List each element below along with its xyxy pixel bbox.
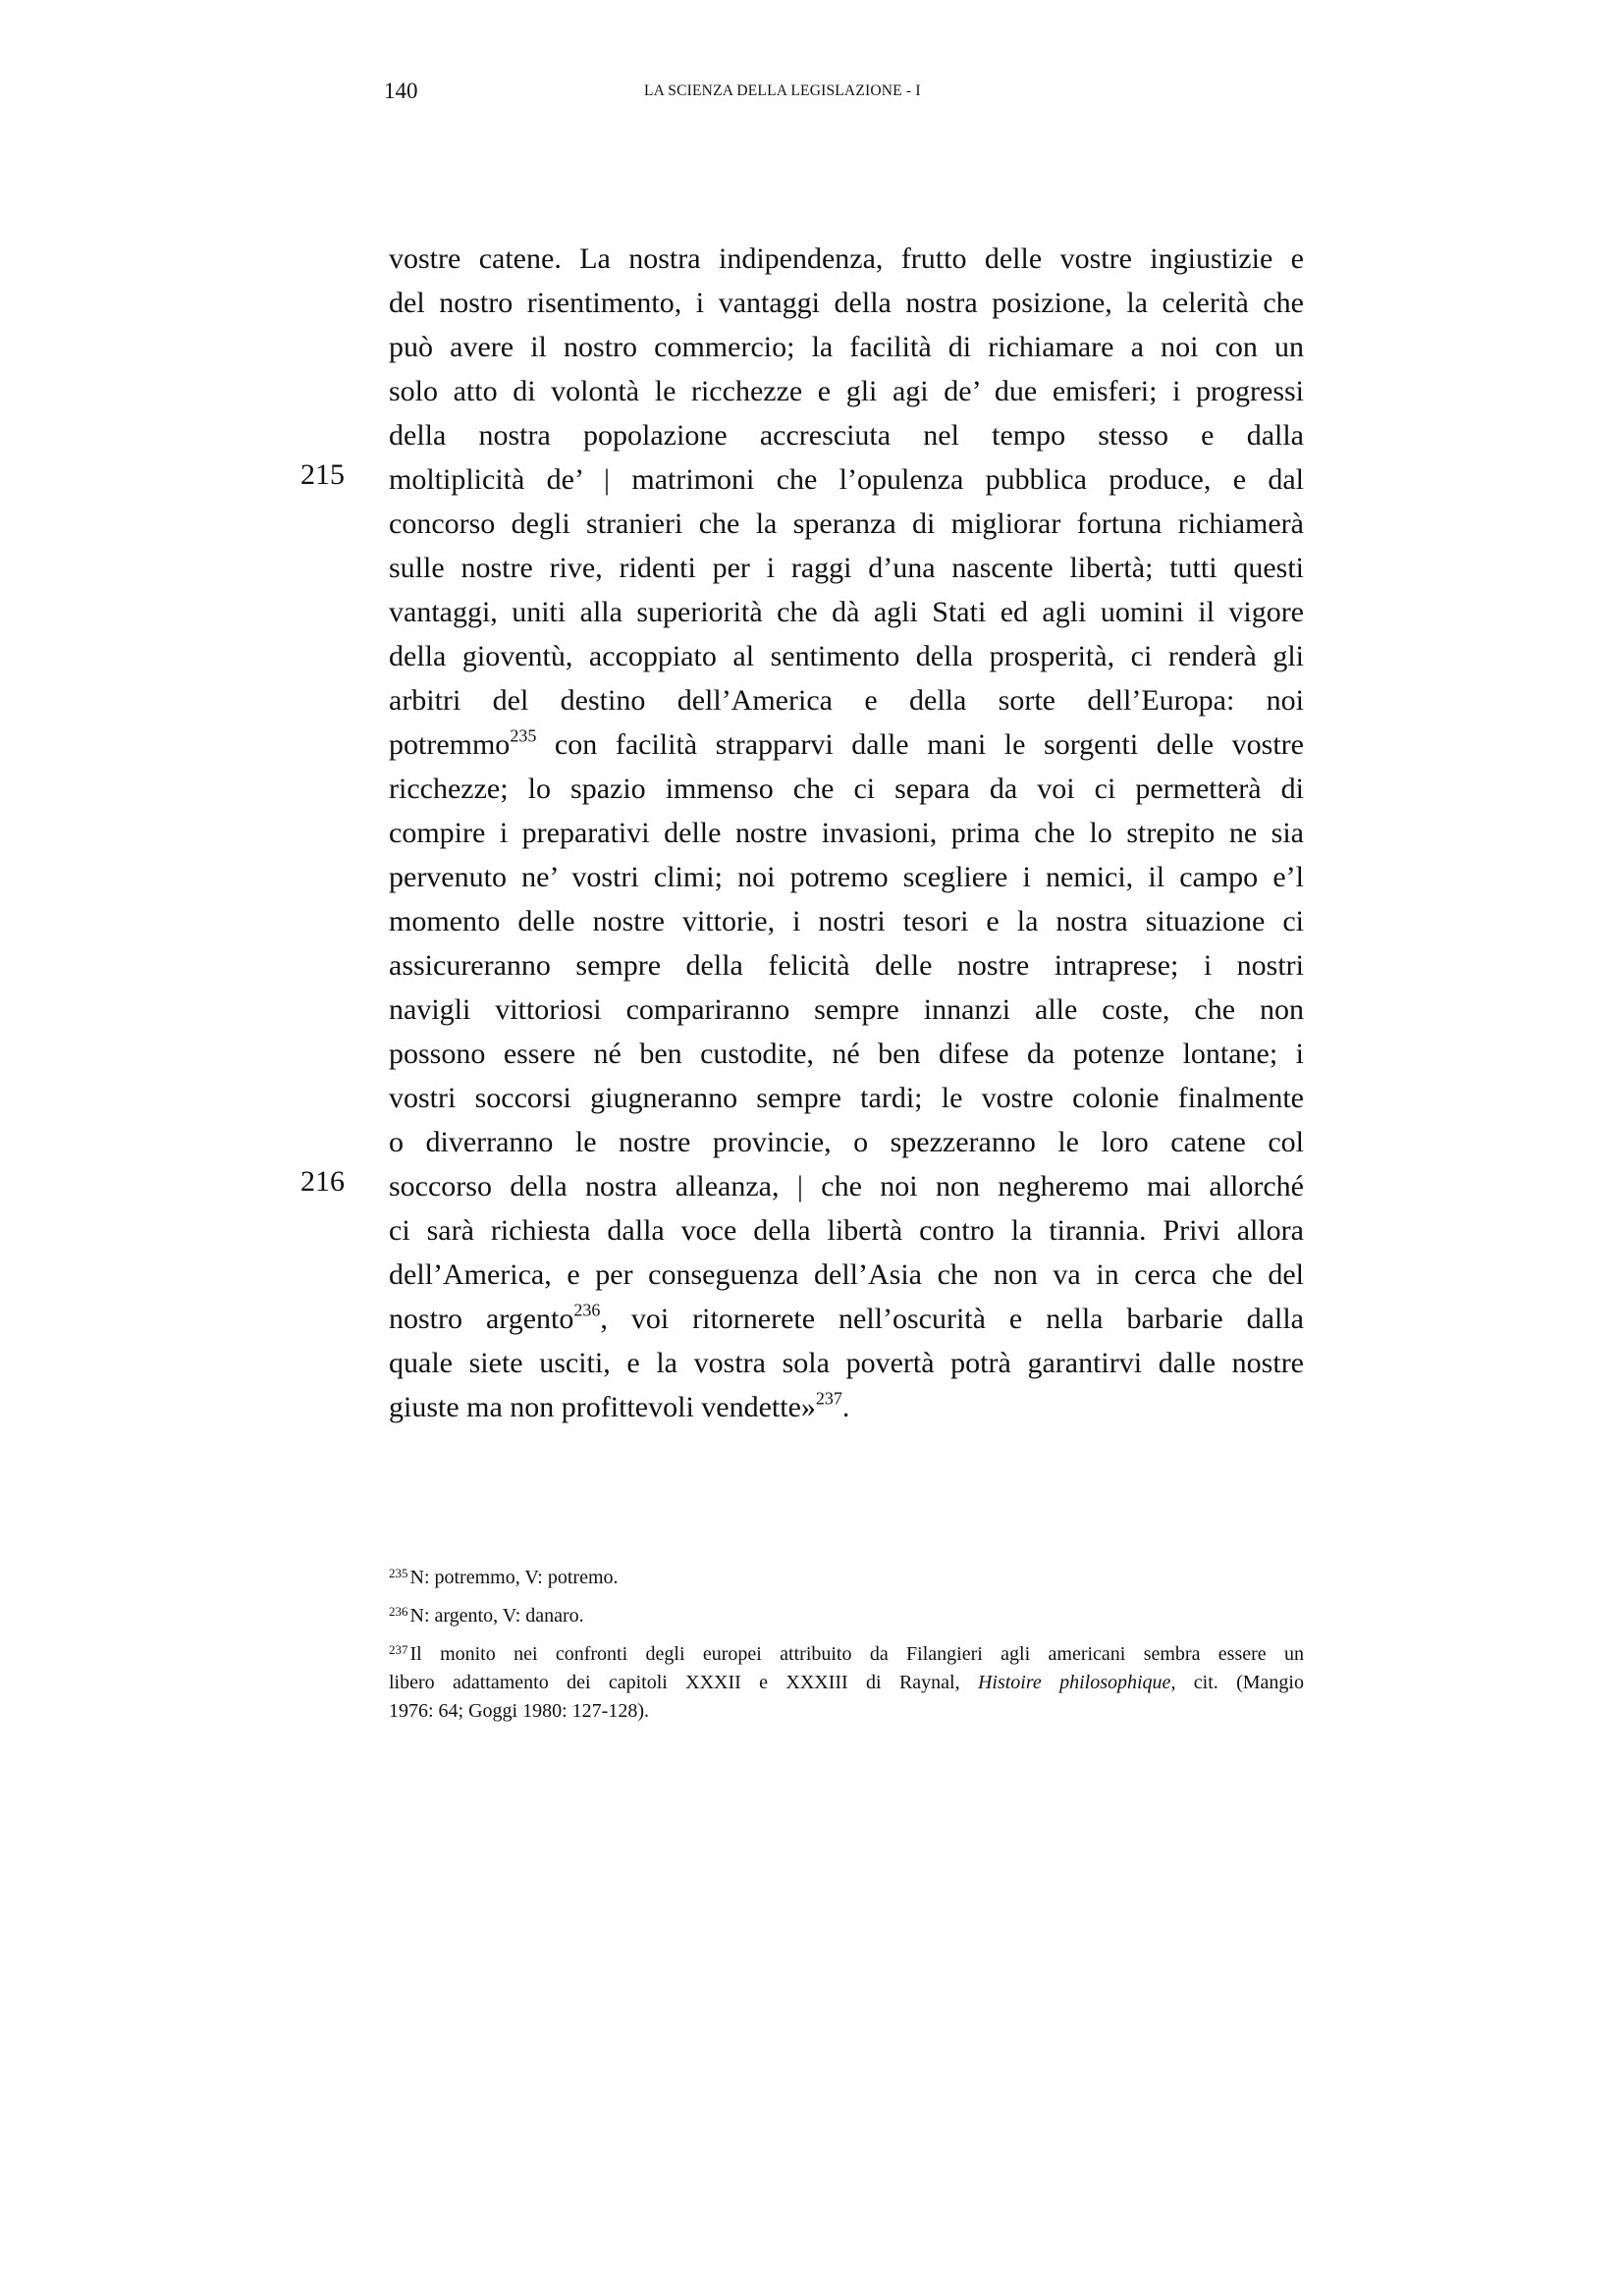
footnote-text: Il monito nei confronti degli europei attribuito da Filangieri agli americani sembra essere un [409,1643,1304,1665]
body-line: possono essere né ben custodite, né ben difese da potenze lontane; i [389,1038,1304,1070]
footnote-mark: 236 [389,1603,408,1619]
footnote-ref-237[interactable]: 237 [815,1388,842,1409]
margin-line-number-216: 216 [300,1165,345,1198]
body-line: quale siete usciti, e la vostra sola povertà potrà garantirvi dalle nostre [389,1347,1304,1379]
footnote-mark: 237 [389,1641,408,1657]
footnote-italic-title: Histoire philosophique [977,1672,1171,1693]
body-line: della gioventù, accoppiato al sentimento della prosperità, ci renderà gli [389,640,1304,672]
running-title: LA SCIENZA DELLA LEGISLAZIONE - I [644,82,921,99]
body-line: solo atto di volontà le ricchezze e gli agi de’ due emisferi; i progressi [389,375,1304,407]
footnotes [389,1564,1304,1735]
body-text-segment: giuste ma non profittevoli vendette» [389,1391,816,1423]
body-text-segment: nostro argento [389,1303,574,1335]
body-line-with-note [389,1297,1304,1341]
body-line: può avere il nostro commercio; la facilità di richiamare a noi con un [389,331,1304,363]
body-line: vostre catene. La nostra indipendenza, frutto delle vostre ingiustizie e [389,242,1304,275]
body-line: ci sarà richiesta dalla voce della libertà contro la tirannia. Privi allora [389,1214,1304,1247]
body-line: sulle nostre rive, ridenti per i raggi d’una nascente libertà; tutti questi [389,552,1304,584]
body-line: navigli vittoriosi compariranno sempre innanzi alle coste, che non [389,993,1304,1026]
footnote-ref-236[interactable]: 236 [573,1300,601,1320]
footnote-235 [389,1564,1304,1592]
body-line: concorso degli stranieri che la speranza di migliorar fortuna richiamerà [389,507,1304,540]
footnote-text: N: potremmo, V: potremo. [409,1567,619,1588]
footnote-mark: 235 [389,1565,408,1580]
body-line: dell’America, e per conseguenza dell’Asia che non va in cerca che del [389,1258,1304,1291]
body-line-with-note [389,1385,1304,1429]
body-line: della nostra popolazione accresciuta nel tempo stesso e dalla [389,419,1304,452]
body-line: pervenuto ne’ vostri climi; noi potremo scegliere i nemici, il campo e’l [389,861,1304,893]
body-line: moltiplicità de’ | matrimoni che l’opulenza pubblica produce, e dal [389,463,1304,496]
body-text-segment: potremmo [389,728,511,761]
body-line: o diverranno le nostre provincie, o spezzeranno le loro catene col [389,1126,1304,1158]
body-line: arbitri del destino dell’America e della sorte dell’Europa: noi [389,684,1304,717]
body-line: del nostro risentimento, i vantaggi della nostra posizione, la celerità che [389,287,1304,319]
body-text-segment: , voi ritornerete nell’oscurità e nella barbarie dalla [600,1303,1304,1335]
page-number: 140 [384,79,418,103]
body-line: ricchezze; lo spazio immenso che ci separa da voi ci permetterà di [389,773,1304,805]
footnote-236 [389,1602,1304,1630]
footnote-text: , cit. (Mangio [1170,1672,1304,1693]
body-line: momento delle nostre vittorie, i nostri tesori e la nostra situazione ci [389,905,1304,937]
margin-line-number-215: 215 [300,458,345,491]
footnote-text: libero adattamento dei capitoli XXXII e XXXIII di Raynal, [389,1672,978,1693]
footnote-ref-235[interactable]: 235 [510,725,537,746]
body-line: compire i preparativi delle nostre invasioni, prima che lo strepito ne sia [389,817,1304,849]
body-line: soccorso della nostra alleanza, | che noi non negheremo mai allorché [389,1170,1304,1202]
body-line-with-note [389,722,1304,767]
footnote-text: 1976: 64; Goggi 1980: 127-128). [389,1700,649,1722]
body-line: assicureranno sempre della felicità delle nostre intraprese; i nostri [389,949,1304,982]
body-text-segment: . [841,1391,850,1423]
footnote-text: N: argento, V: danaro. [409,1605,584,1627]
running-head [0,79,1623,108]
body-line: vantaggi, uniti alla superiorità che dà agli Stati ed agli uomini il vigore [389,596,1304,628]
footnote-237 [389,1640,1304,1726]
body-text-segment: con facilità strapparvi dalle mani le sorgenti delle vostre [536,728,1304,761]
body-line: vostri soccorsi giugneranno sempre tardi; le vostre colonie finalmente [389,1082,1304,1114]
body-text [389,237,1304,1429]
